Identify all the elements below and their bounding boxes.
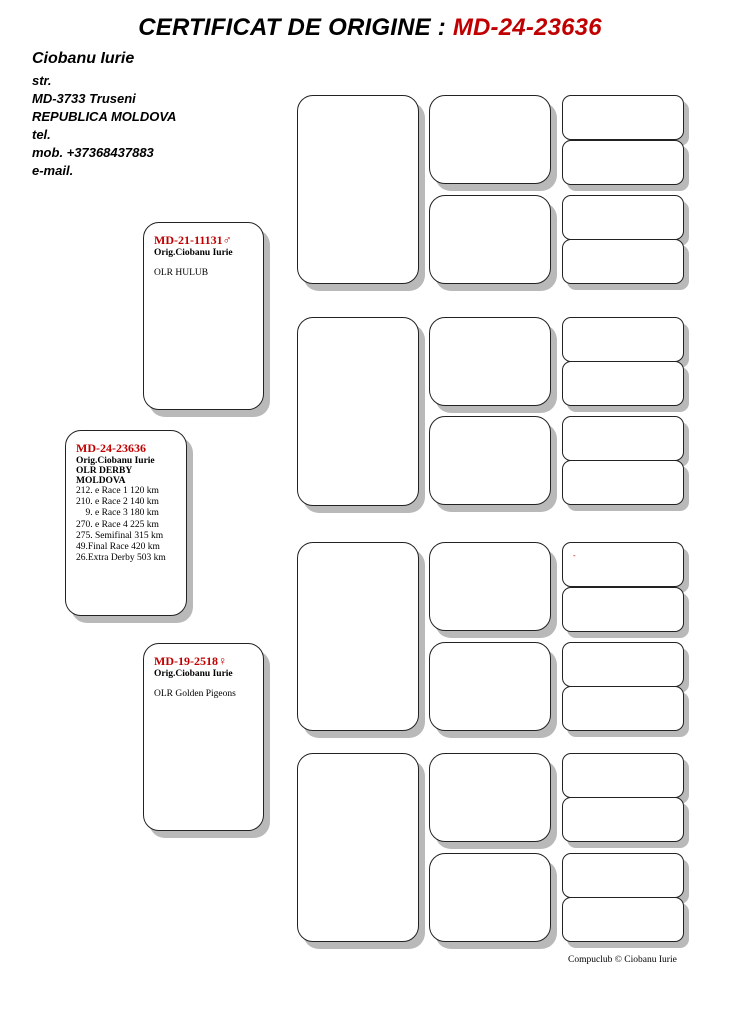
great-grandparent-card <box>429 195 551 284</box>
grandparent-card <box>297 542 419 731</box>
ancestor-card <box>562 416 684 461</box>
certificate-title <box>0 14 740 42</box>
pigeon-result: 210. e Race 2 140 km <box>76 497 159 508</box>
sire-origin: Orig.Ciobanu Iurie <box>154 248 233 258</box>
sire-card <box>143 222 264 410</box>
pigeon-result: 270. e Race 4 225 km <box>76 519 159 530</box>
pigeon-title-1: OLR DERBY <box>76 466 133 476</box>
grandparent-card <box>297 95 419 284</box>
dam-ring: MD-19-2518♀ <box>154 654 227 668</box>
owner-country: REPUBLICA MOLDOVA <box>32 109 177 124</box>
great-grandparent-card <box>429 642 551 731</box>
ancestor-card <box>562 460 684 505</box>
pigeon-result: 49.Final Race 420 km <box>76 542 160 553</box>
great-grandparent-card <box>429 753 551 842</box>
pigeon-ring: MD-24-23636 <box>76 441 146 455</box>
sire-note: OLR HULUB <box>154 268 209 278</box>
ancestor-card <box>562 642 684 687</box>
ancestor-card <box>562 140 684 185</box>
pigeon-result: 9. e Race 3 180 km <box>76 508 159 519</box>
owner-tel: tel. <box>32 127 51 142</box>
pigeon-card <box>65 430 187 616</box>
great-grandparent-card <box>429 542 551 631</box>
ancestor-card <box>562 686 684 731</box>
grandparent-card <box>297 753 419 942</box>
sire-ring: MD-21-11131♂ <box>154 233 232 247</box>
dam-origin: Orig.Ciobanu Iurie <box>154 669 233 679</box>
pigeon-result: 275. Semifinal 315 km <box>76 530 164 541</box>
title-prefix: CERTIFICAT DE ORIGINE : <box>138 14 453 41</box>
great-grandparent-card <box>429 95 551 184</box>
ancestor-card <box>562 317 684 362</box>
ancestor-card <box>562 797 684 842</box>
ancestor-card <box>562 195 684 240</box>
pigeon-origin: Orig.Ciobanu Iurie <box>76 456 155 466</box>
ancestor-card <box>562 361 684 406</box>
ancestor-card <box>562 95 684 140</box>
owner-mobile: mob. +37368437883 <box>32 145 154 160</box>
owner-name: Ciobanu Iurie <box>32 50 135 67</box>
pigeon-result: 212. e Race 1 120 km <box>76 486 159 496</box>
great-grandparent-card <box>429 853 551 942</box>
ancestor-card <box>562 897 684 942</box>
title-ring-code: MD-24-23636 <box>452 14 602 41</box>
ancestor-card <box>562 853 684 898</box>
pigeon-result: 26.Extra Derby 503 km <box>76 553 166 564</box>
ancestor-card <box>562 542 684 587</box>
ancestor-card <box>562 239 684 284</box>
great-grandparent-card <box>429 416 551 505</box>
owner-city: MD-3733 Truseni <box>32 91 136 106</box>
grandparent-card <box>297 317 419 506</box>
pigeon-title-2: MOLDOVA <box>76 476 126 486</box>
ancestor-card <box>562 587 684 632</box>
ancestor-mark: - <box>573 551 576 560</box>
owner-street: str. <box>32 73 52 88</box>
dam-card <box>143 643 264 831</box>
ancestor-card <box>562 753 684 798</box>
owner-email: e-mail. <box>32 163 74 178</box>
owner-block <box>32 50 176 180</box>
dam-note: OLR Golden Pigeons <box>154 689 236 699</box>
footer-copyright: Compuclub © Ciobanu Iurie <box>568 955 677 965</box>
great-grandparent-card <box>429 317 551 406</box>
